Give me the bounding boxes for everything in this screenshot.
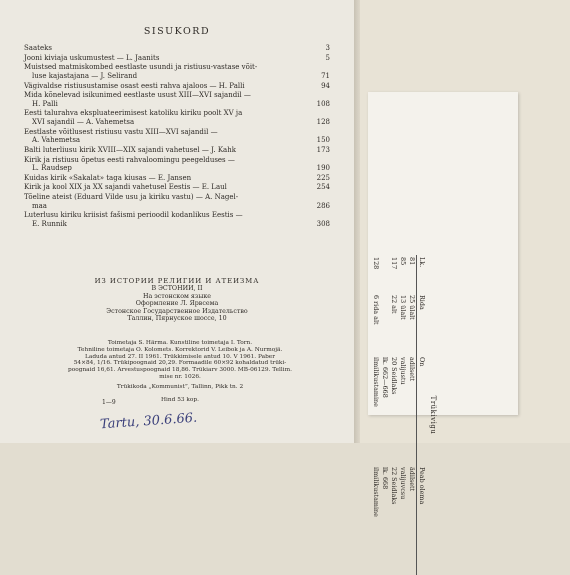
toc-entry [24,174,330,183]
errata-line [380,293,389,355]
errata-is: valijustu [399,357,407,385]
toc-entry-title: Eesti talurahva ekspluateerimisest katoliku kiriku poolt XV ja [24,109,243,118]
editor-line: Toimetaja S. Härma. Kunstiline toimetaja I. Torn. [107,340,253,346]
toc-entry [24,109,330,126]
errata-title: Trükivigu [429,395,437,435]
imprint-design: Оформление Л. Ярвсема [135,300,219,308]
errata-should: lk. 668 [381,467,389,490]
toc-entry-author: H. Palli [32,99,58,108]
print-run-line: poognaid 16,61. Arvestuspoognaid 18,86. Trükiarv 3000. MB-06129. Tellim. [68,367,292,374]
errata-is: ilmilikustamine [372,357,380,407]
toc-entry-author: E. Runnik [32,219,67,228]
order-number-line: mise nr. 1026. [159,373,201,380]
toc-entry-page: 3 [325,44,330,52]
toc-entry-title: Kuidas kirik «Sakalat» taga kiusas — E. Jansen [24,173,192,182]
imprint-address: Таллин, Пярнуское шоссе, 10 [127,315,227,323]
toc-entry-title: Jooni kiviaja uskumustest — L. Jaanits [24,53,160,62]
toc-entry [24,146,330,155]
errata-line: 6 rida alt [372,295,380,325]
format-line: 54×84, 1/16. Trükipoognaid 20,29. Formaadile 60×92 kohaldatud trüki- [73,360,287,367]
toc-entry [24,54,330,63]
toc-heading: SISUKORD [143,26,211,37]
toc-entry [24,63,330,80]
errata-line: 13 ülalt [399,295,407,320]
handwritten-note: Tartu, 30.6.66. [99,410,198,433]
toc-entry-author: luse kajastajana — J. Selirand [32,71,138,80]
errata-should: 22 Seidlaks [390,467,398,505]
errata-header-should: Peab olema [417,465,427,575]
toc-entry-title: Kirik ja kool XIX ja XX sajandi vahetusel Eestis — E. Laul [24,183,227,192]
errata-is: adilsett [408,357,416,382]
errata-header-row [417,255,427,575]
errata-page: 128 [372,257,380,270]
imprint-subtitle: В ЭСТОНИИ, II [151,285,203,293]
errata-header-is: On [417,355,427,465]
toc-entry [24,44,330,53]
toc-entry-page: 108 [316,99,330,108]
errata-should: ädilsett [408,467,416,492]
price-line: Hind 53 kop. [161,396,199,403]
toc-entry-page: 71 [321,71,330,80]
toc-entry [24,193,330,210]
imprint-publisher: Эстонское Государственное Издательство [106,307,248,315]
toc-entry-title: Vägivaldse ristiusustamise osast eesti rahva ajaloos — H. Palli [24,81,245,90]
errata-page: 85 [399,257,407,266]
errata-page: 117 [390,257,398,270]
print-dates-line: Laduda antud 27. II 1961. Trükkimisele antud 10. V 1961. Paber [85,353,275,360]
toc-entry [24,91,330,108]
toc-entry-title: Eestlaste võitlusest ristiusu vastu XIII—XVI sajandil — [24,127,218,136]
imprint-language: На эстонском языке [142,292,211,300]
technical-editor-line: Tehniline toimetaja O. Kolomets. Korrektorid V. Leibok ja A. Nurmojä. [77,346,283,353]
toc-entry-page: 150 [316,136,330,145]
table-of-contents [24,44,330,229]
stamp-number: 1—9 [102,399,116,406]
catalog-stamp [102,399,252,406]
russian-imprint [24,278,330,322]
toc-entry-title: Luterlusu kiriku kriisist fašismi perioodil kodanlikus Eestis — [24,211,243,220]
errata-should: ilmilikustamine [372,467,380,517]
toc-entry-page: 286 [316,201,330,210]
toc-entry [24,128,330,145]
errata-table [371,255,426,575]
errata-content [297,255,437,575]
toc-entry-title: Kirik ja ristiusu õpetus eesti rahvaloomingu peegelduses — [24,155,235,164]
toc-entry-title: Muistsed matmiskombed eestlaste usundi ja ristiusu-vastase võit- [24,63,258,72]
errata-line: 25 ülalt [408,295,416,320]
errata-header-row-label: Rida [417,293,427,355]
errata-is: 20 Seidlaks [390,357,398,395]
toc-entry-page: 5 [325,53,330,62]
toc-entry-page: 225 [316,173,330,182]
toc-entry [24,211,330,228]
toc-entry [24,156,330,173]
toc-entry-author: L. Raudsep [32,164,72,172]
errata-header-page: Lk. [417,255,427,293]
toc-entry-page: 190 [316,164,330,172]
errata-page: 81 [408,257,416,266]
toc-entry-title: Tõeline ateist (Eduard Vilde usu ja kiriku vastu) — A. Nagel- [24,193,239,202]
errata-page [380,255,389,293]
toc-entry-title: Balti luterliusu kirik XVIII—XIX sajandi vahetusel — J. Kahk [24,145,236,154]
errata-should: valijuvcsu [399,467,407,500]
errata-row [407,255,417,575]
toc-entry-page: 308 [316,219,330,228]
imprint-title: ИЗ ИСТОРИИ РЕЛИГИИ И АТЕИЗМА [94,277,260,285]
toc-entry-page: 173 [316,145,330,154]
toc-entry [24,82,330,91]
errata-line: 22 alt [390,295,398,314]
toc-entry-page: 128 [316,117,330,126]
toc-entry-author: maa [32,201,47,210]
printer-line: Trükikoda „Kommunist”, Tallinn, Pikk tn. 2 [116,383,244,390]
toc-entry-page: 94 [321,81,330,90]
toc-entry [24,183,330,192]
toc-entry-author: XVI sajandil — A. Vahemetsa [32,117,135,126]
errata-row [380,255,389,575]
toc-entry-page: 254 [316,183,330,192]
toc-entry-title: Saateks [24,44,52,52]
errata-row [398,255,407,575]
toc-entry-title: Mida kõnelevad isikunimed eestlaste usust XIII—XVI sajandil — [24,91,251,100]
errata-is: lk. 662—668 [381,357,389,398]
errata-row [371,255,380,575]
publication-details [40,340,320,403]
toc-entry-author: A. Vahemetsa [32,136,81,145]
errata-row [389,255,398,575]
